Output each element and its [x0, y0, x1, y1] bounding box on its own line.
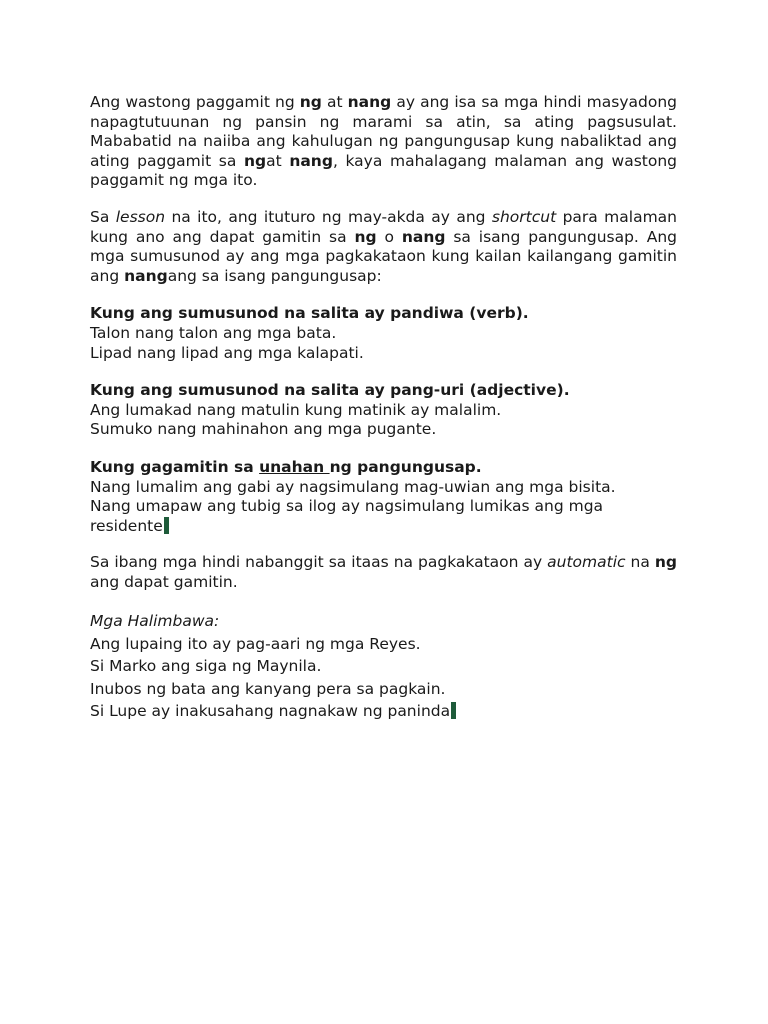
halimbawa-item: Inubos ng bata ang kanyang pera sa pagkain.: [90, 679, 446, 698]
heading-text: ng pangungusap.: [329, 457, 482, 476]
other-text: Sa ibang mga hindi nabanggit sa itaas na pagkakataon ay: [90, 553, 548, 572]
intro-text: Ang wastong paggamit ng: [90, 93, 300, 111]
text-cursor: [164, 517, 169, 534]
intro-paragraph: [90, 93, 677, 191]
lesson-text: na ito, ang ituturo ng may-akda ay ang: [165, 207, 492, 226]
halimbawa-item: Si Marko ang siga ng Maynila.: [90, 657, 322, 676]
other-paragraph: [90, 553, 677, 592]
bold-nang: nang: [289, 151, 333, 170]
example-line: Lipad nang lipad ang mga kalapati.: [90, 343, 364, 362]
bold-nang: nang: [401, 227, 446, 246]
example-text: Nang umapaw ang tubig sa ilog ay nagsimulang lumikas ang mga residente: [90, 497, 604, 535]
bold-ng: ng: [243, 151, 267, 170]
halimbawa-title-text: Mga Halimbawa:: [90, 612, 220, 631]
document-body: [90, 93, 677, 723]
bold-ng: ng: [654, 553, 677, 572]
other-text: na: [625, 553, 655, 572]
rule-heading-verb: Kung ang sumusunod na salita ay pandiwa (verb).: [90, 304, 529, 323]
bold-ng: ng: [354, 227, 377, 246]
intro-text: , kaya mahalagang malaman ang wastong paggamit ng mga ito.: [90, 151, 677, 190]
example-line: Ang lumakad nang matulin kung matinik ay malalim.: [90, 400, 502, 419]
italic-lesson: lesson: [115, 207, 166, 226]
bold-nang: nang: [124, 266, 168, 285]
italic-shortcut: shortcut: [491, 207, 557, 226]
bold-nang: nang: [347, 93, 392, 111]
rule-heading-unahan: [90, 458, 677, 478]
intro-text: at: [321, 93, 348, 111]
intro-text: at: [266, 151, 290, 170]
other-text: ang dapat gamitin.: [90, 572, 238, 591]
example-line: Nang lumalim ang gabi ay nagsimulang mag-uwian ang mga bisita.: [90, 477, 616, 496]
lesson-text: o: [376, 227, 402, 246]
lesson-paragraph: [90, 208, 677, 286]
halimbawa-item: [90, 700, 677, 723]
italic-automatic: automatic: [547, 553, 626, 572]
lesson-text: para malaman kung ano ang dapat gamitin sa: [90, 207, 677, 246]
lesson-text: sa isang pangungusap. Ang mga sumusunod ay ang mga pagkakataon kung kailan kailangang gamitin ang: [90, 227, 677, 285]
rule-heading-adjective: Kung ang sumusunod na salita ay pang-uri (adjective).: [90, 381, 570, 400]
example-line: Talon nang talon ang mga bata.: [90, 323, 337, 342]
halimbawa-section: [90, 610, 677, 723]
heading-text: Kung gagamitin sa: [90, 457, 260, 476]
example-line: Sumuko nang mahinahon ang mga pugante.: [90, 420, 437, 439]
lesson-text: Sa: [90, 207, 116, 226]
text-cursor: [451, 702, 456, 719]
lesson-text: ang sa isang pangungusap:: [167, 266, 382, 285]
halimbawa-item-text: Si Lupe ay inakusahang nagnakaw ng paninda: [90, 702, 451, 721]
example-line: [90, 497, 677, 536]
bold-ng: ng: [299, 93, 322, 111]
underlined-unahan: unahan: [259, 457, 330, 476]
halimbawa-title: [90, 610, 677, 633]
intro-text: ay ang isa sa mga hindi masyadong napagtutuunan ng pansin ng marami sa atin, sa ating pagsusulat. Mababatid na naiiba ang kahulugan ng pangungusap kung nabaliktad ang ating paggamit sa: [90, 93, 678, 170]
halimbawa-item: Ang lupaing ito ay pag-aari ng mga Reyes.: [90, 634, 421, 653]
